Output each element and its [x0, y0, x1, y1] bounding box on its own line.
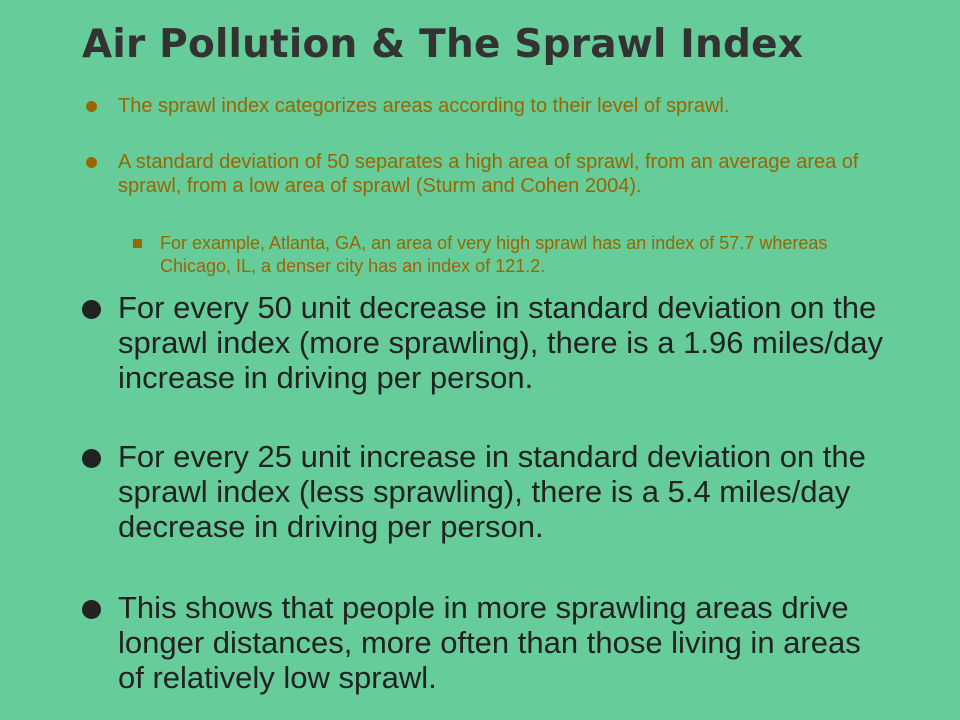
bullet-text: The sprawl index categorizes areas according to their level of sprawl. [118, 95, 730, 117]
sub-bullet-square [133, 239, 142, 248]
bullet-dot [82, 600, 101, 619]
bullet-dot [82, 449, 101, 468]
bullet-dot [86, 101, 97, 112]
bullet-text: A standard deviation of 50 separates a high area of sprawl, from an average area of sprawl, from a low area of sprawl (Sturm and Cohen 2004). [118, 151, 859, 197]
sub-bullet-text: For example, Atlanta, GA, an area of very high sprawl has an index of 57.7 whereas Chicago, IL, a denser city has an index of 121.2. [160, 233, 828, 276]
bullet-text: This shows that people in more sprawling areas drive longer distances, more often than those living in areas of relatively low sprawl. [118, 590, 861, 695]
bullet-text: For every 25 unit increase in standard deviation on the sprawl index (less sprawling), there is a 5.4 miles/day decrease in driving per person. [118, 439, 866, 544]
bullet-dot [82, 300, 101, 319]
bullet-text: For every 50 unit decrease in standard deviation on the sprawl index (more sprawling), there is a 1.96 miles/day increase in driving per person. [118, 290, 883, 395]
slide-title: Air Pollution & The Sprawl Index [82, 22, 804, 67]
bullet-dot [86, 157, 97, 168]
